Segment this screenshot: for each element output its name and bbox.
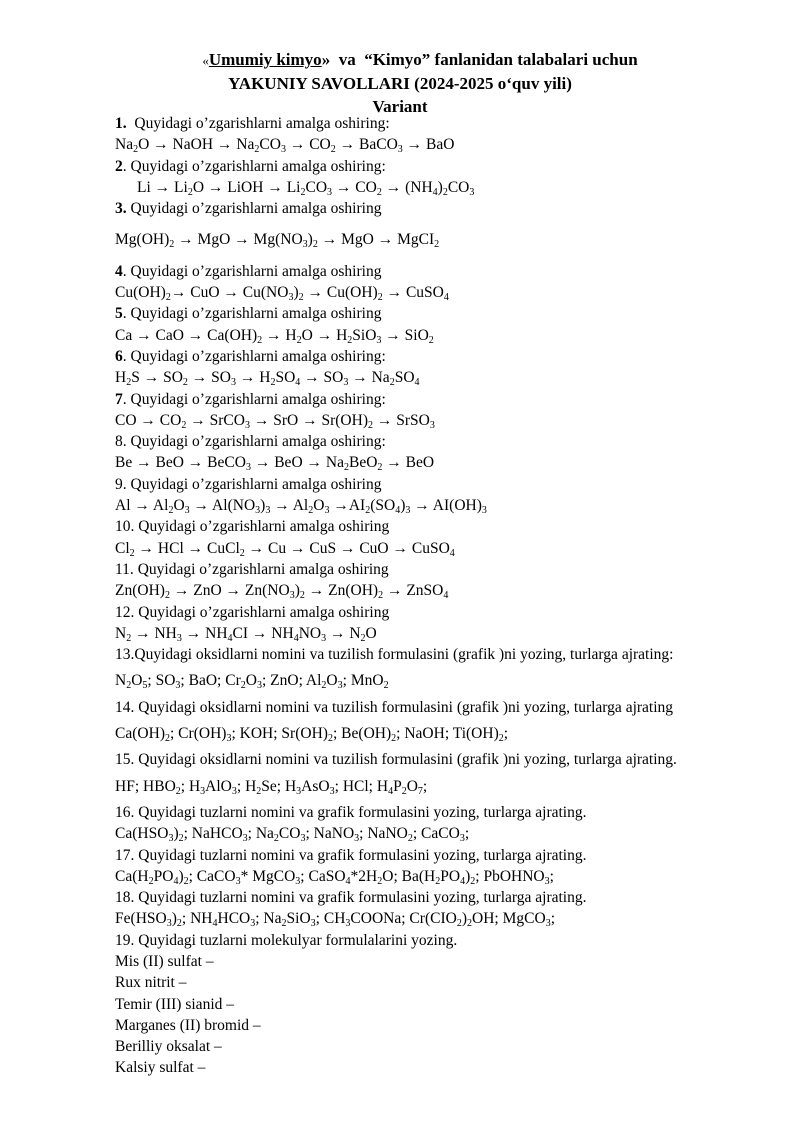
chain-11: $Zn(OH)_2$ → ZnO → $Zn(NO_3)_2 \to Zn(OH)_2$ → ZnSO$_4$ (115, 582, 449, 602)
question-6: 6. Quyidagi o’zgarishlarni amalga oshiring: (115, 347, 386, 365)
question-5: 5. Quyidagi o’zgarishlarni amalga oshiring (115, 305, 382, 323)
document-header (0, 48, 800, 118)
quote-open: « (202, 53, 209, 68)
subject-umumiy-kimyo: Umumiy kimyo (208, 50, 322, 69)
salt-name-item: Marganes (II) bromid – (115, 1016, 261, 1034)
question-19: 19. Quyidagi tuzlarni molekulyar formulalarini yozing. (115, 931, 458, 949)
chain-6: $H_2S \to SO_2 \to SO_3 \to H_2SO_4 \to SO_3 \to Na_2SO_4$ (115, 369, 420, 389)
question-7: 7. Quyidagi o’zgarishlarni amalga oshiring: (115, 390, 386, 408)
salt-name-item: Temir (III) sianid – (115, 995, 234, 1013)
question-9: 9. Quyidagi o’zgarishlarni amalga oshiring (115, 475, 382, 493)
question-11: 11. Quyidagi o’zgarishlarni amalga oshiring (115, 560, 389, 578)
question-16: 16. Quyidagi tuzlarni nomini va grafik formulasini yozing, turlarga ajrating. (115, 803, 587, 821)
formula-list-13: $N_2O_5$; $SO_3$; BaO; $Cr_2O_3$; ZnO; $Al_2O_3$; MnO$_2$ (115, 672, 389, 692)
chain-7: CO → $CO_2$ → SrCO$_3$ → SrO → $Sr(OH)_2$ → SrSO$_3$ (115, 411, 435, 431)
questions-body (115, 113, 775, 1079)
question-15: 15. Quyidagi oksidlarni nomini va tuzilish formulasini (grafik )ni yozing, turlarga ajrating. (115, 751, 677, 769)
chain-3: $Mg(OH)_2$ → MgO → $Mg(NO_3)_2$ → MgO → MgCI$_2$ (115, 231, 440, 251)
formula-list-17: $Ca(H_2PO_4)_2$; CaCO$_3$* MgCO$_3$; $CaSO_4*2H_2O$; $Ba(H_2PO_4)_2$; PbOHNO$_3$; (115, 867, 554, 887)
document-title: YAKUNIY SAVOLLARI (2024-2025 o‘quv yili) (228, 74, 572, 93)
question-14: 14. Quyidagi oksidlarni nomini va tuzilish formulasini (grafik )ni yozing, turlarga ajrating (115, 698, 674, 716)
question-8: 8. Quyidagi o’zgarishlarni amalga oshiring: (115, 433, 386, 451)
salt-name-item: Kalsiy sulfat – (115, 1059, 206, 1077)
chain-1: $Na_2O$ → NaOH → $Na_2CO_3 \to CO_2$ → BaCO$_3$ → BaO (115, 136, 455, 156)
chain-8: Be → BeO → BeCO$_3$ → BeO → $Na_2BeO_2$ → BeO (115, 454, 435, 474)
header-rest: fanlanidan talabalari uchun (434, 50, 638, 69)
question-13: 13.Quyidagi oksidlarni nomini va tuzilish formulasini (grafik )ni yozing, turlarga ajrating: (115, 646, 674, 664)
and-word: va (338, 50, 356, 69)
chain-12: $N_2 \to NH_3 \to NH_4CI \to NH_4NO_3 \to N_2O$ (115, 624, 377, 644)
question-4: 4. Quyidagi o’zgarishlarni amalga oshiring (115, 262, 382, 280)
salt-name-item: Berilliy oksalat – (115, 1038, 222, 1056)
question-2: 2. Quyidagi o’zgarishlarni amalga oshiring: (115, 157, 386, 175)
question-3: 3. Quyidagi o’zgarishlarni amalga oshiring (115, 200, 382, 218)
formula-list-15: HF; $HBO_2$; $H_3AlO_3$; $H_2Se$; $H_3AsO_3$; HCl; $H_4P_2O_7$; (115, 777, 428, 797)
subject-kimyo: “Kimyo” (364, 50, 431, 69)
salt-name-item: Rux nitrit – (115, 974, 187, 992)
chain-5: Ca → CaO → $Ca(OH)_2 \to H_2O \to H_2SiO_3 \to SiO_2$ (115, 326, 434, 346)
chain-4: $Cu(OH)_2\to$ CuO → $Cu(NO_3)_2 \to Cu(OH)_2$ → CuSO$_4$ (115, 284, 449, 304)
chain-10: $Cl_2$ → HCl → CuCl$_2$ → Cu → CuS → CuO → CuSO$_4$ (115, 539, 455, 559)
question-18: 18. Quyidagi tuzlarni nomini va grafik formulasini yozing, turlarga ajrating. (115, 889, 587, 907)
formula-list-16: $Ca(HSO_3)_2$; NaHCO$_3$; $Na_2CO_3$; NaNO$_3$; NaNO$_2$; CaCO$_3$; (115, 825, 470, 845)
question-12: 12. Quyidagi o’zgarishlarni amalga oshiring (115, 603, 390, 621)
header-subjects-line (40, 48, 800, 72)
question-10: 10. Quyidagi o’zgarishlarni amalga oshiring (115, 518, 390, 536)
chain-2: $Li \to Li_2O$ → LiOH → $Li_2CO_3 \to CO_2 \to (NH_4)_2CO_3$ (137, 178, 475, 198)
salt-name-item: Mis (II) sulfat – (115, 952, 214, 970)
chain-9: $Al \to Al_2O_3 \to Al(NO_3)_3 \to Al_2O_3 \to AI_2(SO_4)_3 \to AI(OH)_3$ (115, 497, 487, 517)
formula-list-18: $Fe(HSO_3)_2$; $NH_4HCO_3$; $Na_2SiO_3$; $CH_3COONa$; $Cr(CIO_2)_2OH$; MgCO$_3$; (115, 910, 555, 930)
question-17: 17. Quyidagi tuzlarni nomini va grafik formulasini yozing, turlarga ajrating. (115, 846, 587, 864)
variant-label: Variant (372, 97, 428, 116)
question-1: 1. Quyidagi o’zgarishlarni amalga oshiring: (115, 115, 390, 132)
formula-list-14: $Ca(OH)_2$; $Cr(OH)_3$; KOH; $Sr(OH)_2$; $Be(OH)_2$; NaOH; $Ti(OH)_2$; (115, 725, 509, 745)
quote-close: » (321, 50, 331, 69)
